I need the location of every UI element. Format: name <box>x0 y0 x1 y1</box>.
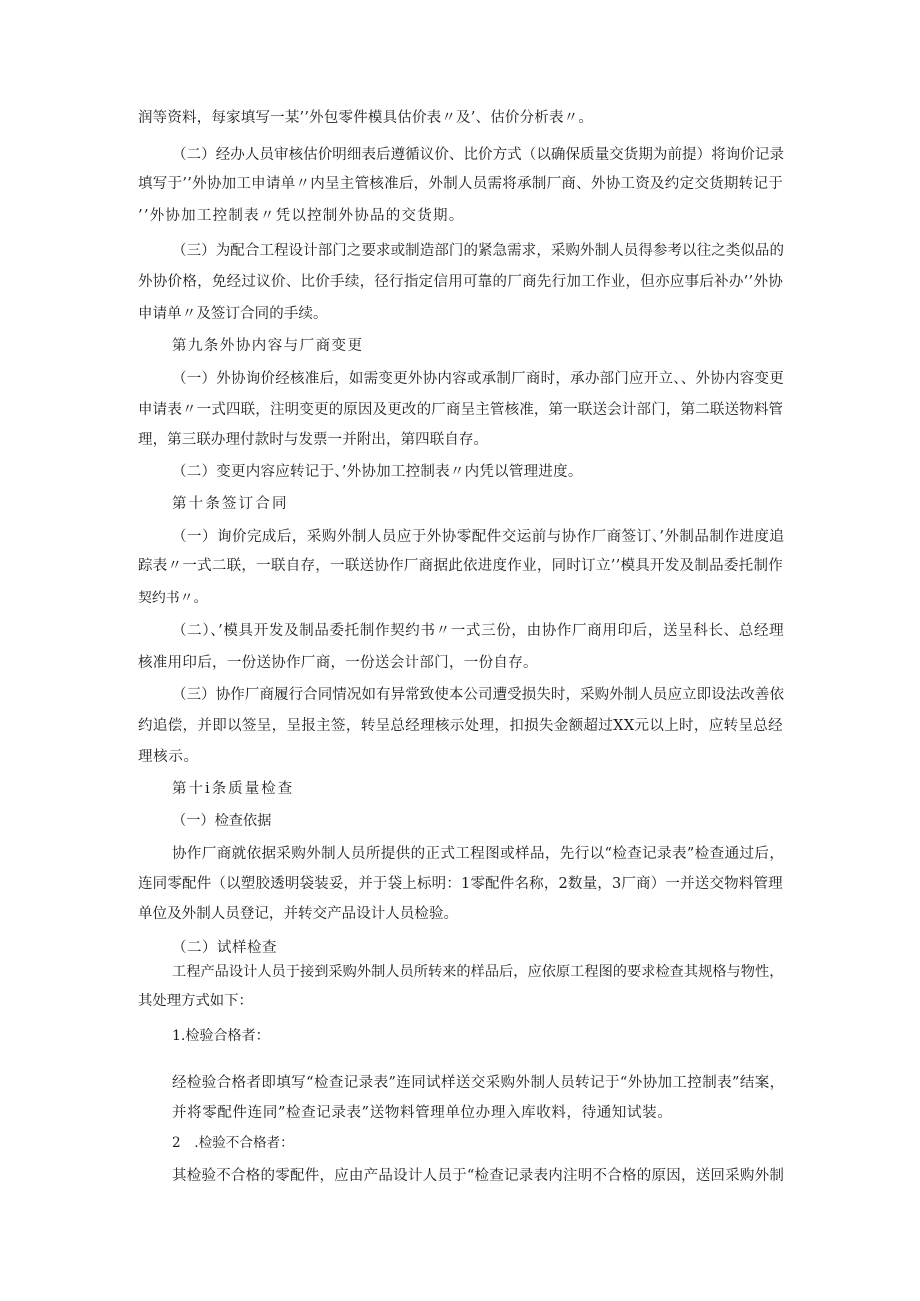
text-line-1: 润等资料，每家填写一某’’外包零件模具估价表〃及’、估价分析表〃。 <box>138 110 594 126</box>
text-line-7: 申请单〃及签订合同的手续。 <box>138 306 328 322</box>
text-line-11: 理，第三联办理付款时与发票一并附出，第四联自存。 <box>138 432 489 448</box>
text-line-32: 并将零配件连同”检查记录表”送物料管理单位办理入库收料，待通知试装。 <box>172 1105 673 1121</box>
text-line-2: （二）经办人员审核估价明细表后遵循议价、比价方式（以确保质量交货期为前提）将询价记录 <box>172 147 785 163</box>
text-line-17: （二）、’模具开发及制品委托制作契约书〃一式三份，由协作厂商用印后，送呈科长、总经理 <box>172 623 785 639</box>
text-line-34: 其检验不合格的零配件，应由产品设计人员于“检查记录表内注明不合格的原因，送回采购外制 <box>172 1168 785 1184</box>
text-line-18: 核准用印后，一份送协作厂商，一份送会计部门，一份自存。 <box>138 655 538 671</box>
text-line-28: 工程产品设计人员于接到采购外制人员所转来的样品后，应依原工程图的要求检查其规格与物性， <box>172 964 784 980</box>
article-heading-9: 第九条外协内容与厂商变更 <box>172 338 364 354</box>
text-line-25: 连同零配件（以塑胶透明袋装妥，并于袋上标明：1零配件名称，2数量，3厂商）一并送交物料管理 <box>138 876 783 892</box>
text-line-5: （三）为配合工程设计部门之要求或制造部门的紧急需求，采购外制人员得参考以往之类似品的 <box>172 243 785 259</box>
text-line-29: 其处理方式如下： <box>138 993 253 1009</box>
text-line-20: 约追偿，并即以签呈，呈报主签，转呈总经理核示处理，扣损失金额超过XX元以上时，应转呈总经 <box>138 718 783 734</box>
list-item-2-heading: 2 .检验不合格者： <box>172 1135 294 1151</box>
text-line-31: 经检验合格者即填写“检查记录表”连同试样送交采购外制人员转记于“外协加工控制表”结案， <box>172 1075 785 1091</box>
text-line-12: （二）变更内容应转记于、’外协加工控制表〃内凭以管理进度。 <box>172 464 583 480</box>
text-line-3: 填写于’’外协加工申请单〃内呈主管核准后，外制人员需将承制厂商、外协工资及约定交货期转记于 <box>138 176 783 192</box>
section-heading-sample-inspection: （二）试样检查 <box>172 940 277 956</box>
list-item-1-heading: 1.检验合格者： <box>172 1028 270 1044</box>
text-line-4: ’’外协加工控制表〃凭以控制外协品的交货期。 <box>138 208 465 224</box>
text-line-15: 踪表〃一式二联，一联自存，一联送协作厂商据此依进度作业，同时订立’’模具开发及制品委托制作 <box>138 558 783 574</box>
text-line-9: （一）外协询价经核准后，如需变更外协内容或承制厂商时，承办部门应开立、、外协内容变更 <box>172 371 784 387</box>
text-line-24: 协作厂商就依据采购外制人员所提供的正式工程图或样品，先行以“检查记录表”检查通过后， <box>172 846 785 862</box>
text-line-6: 外协价格，免经过议价、比价手续，径行指定信用可靠的厂商先行加工作业，但亦应事后补办’’外协 <box>138 274 783 290</box>
text-line-19: （三）协作厂商履行合同情况如有异常致使本公司遭受损失时，采购外制人员应立即设法改善依 <box>172 687 785 703</box>
text-line-10: 申请表〃一式四联，注明变更的原因及更改的厂商呈主管核准，第一联送会计部门，第二联送物料管 <box>138 402 784 418</box>
text-line-14: （一）询价完成后，采购外制人员应于外协零配件交运前与协作厂商签订、’外制品制作进度追 <box>172 529 785 545</box>
text-line-26: 单位及外制人员登记，并转交产品设计人员检验。 <box>138 906 459 922</box>
text-line-16: 契约书〃。 <box>138 590 208 606</box>
section-heading-inspection-basis: （一）检查依据 <box>172 813 272 829</box>
article-heading-10: 第十条签订合同 <box>172 496 289 512</box>
text-line-21: 理核示。 <box>138 749 199 765</box>
article-heading-11: 第十i条质量检查 <box>172 781 295 797</box>
